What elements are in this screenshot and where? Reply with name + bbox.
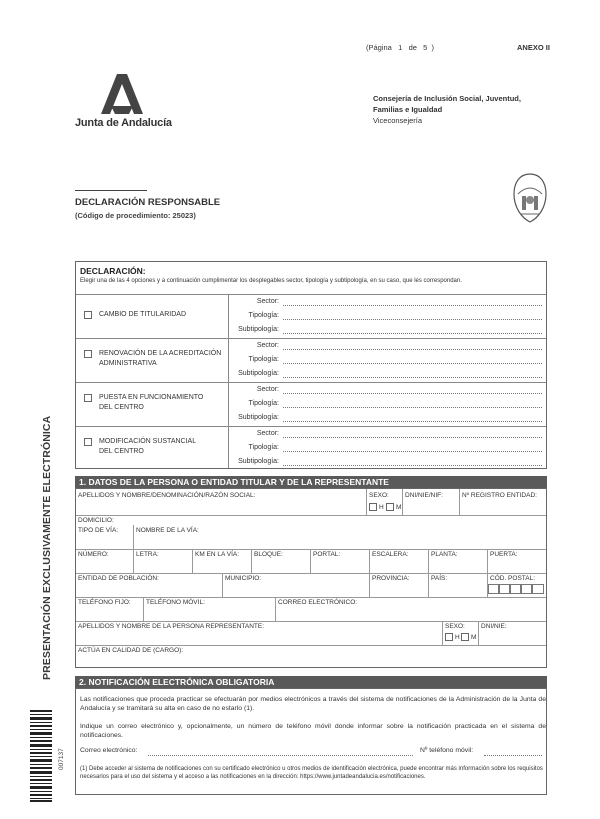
divider — [133, 525, 134, 549]
apellidos-label: APELLIDOS Y NOMBRE/DENOMINACIÓN/RAZÓN SOCIAL: — [78, 492, 256, 499]
municipio-label: MUNICIPIO: — [225, 575, 262, 582]
declaracion-box — [75, 261, 547, 469]
sexo-label: SEXO: — [369, 492, 389, 499]
document-title: DECLARACIÓN RESPONSABLE — [75, 197, 221, 208]
tipologia-input[interactable] — [283, 363, 542, 364]
rep-sexo-h-checkbox[interactable] — [445, 633, 453, 641]
divider — [143, 597, 144, 621]
divider — [222, 573, 223, 597]
page-number: (Página 1 de 5 ) — [366, 43, 435, 52]
tipologia-label: Tipología: — [248, 312, 279, 319]
subtipologia-label: Subtipología: — [238, 326, 279, 333]
divider — [459, 489, 460, 515]
divider — [487, 549, 488, 573]
sector-input[interactable] — [283, 437, 542, 438]
tipologia-input[interactable] — [283, 319, 542, 320]
cp-digit-4[interactable] — [521, 584, 532, 594]
consejeria-block — [373, 93, 573, 126]
option-fields — [228, 427, 546, 468]
provincia-label: PROVINCIA: — [372, 575, 410, 582]
notif-correo-label: Correo electrónico: — [80, 747, 138, 754]
subtipologia-label: Subtipología: — [238, 370, 279, 377]
tipologia-label: Tipología: — [248, 400, 279, 407]
rep-dni-label: DNI/NIE: — [481, 623, 507, 630]
divider — [310, 549, 311, 573]
subtipologia-input[interactable] — [283, 377, 542, 378]
registro-label: Nº REGISTRO ENTIDAD: — [462, 492, 537, 499]
section2-header: 2. NOTIFICACIÓN ELECTRÓNICA OBLIGATORIA — [75, 676, 547, 688]
cp-digit-1[interactable] — [488, 584, 499, 594]
sexo-m-checkbox[interactable] — [386, 503, 394, 511]
letra-label: LETRA: — [136, 551, 159, 558]
divider — [369, 573, 370, 597]
entidad-label: ENTIDAD DE POBLACIÓN: — [78, 575, 159, 582]
tel-movil-label: TELÉFONO MÓVIL: — [146, 599, 205, 606]
consejeria-name-2: Familias e Igualdad — [373, 105, 443, 114]
divider — [251, 549, 252, 573]
divider — [133, 549, 134, 573]
divider — [275, 597, 276, 621]
puerta-label: PUERTA: — [490, 551, 518, 558]
notification-footnote: (1) Debe acceder al sistema de notificaciones con su certificado electrónico u otros medios de identificación electrónica, puede encontrar más información sobre los requisitos necesarios para el uso del sistema y el acceso a las notificaciones en la dirección: https://www.juntadeandalucia.es/notificaciones. — [80, 766, 543, 780]
option-fields — [228, 383, 546, 426]
sector-label: Sector: — [256, 430, 279, 437]
subtipologia-input[interactable] — [283, 421, 542, 422]
sector-label: Sector: — [256, 386, 279, 393]
option-checkbox[interactable] — [84, 438, 92, 446]
sexo-h-checkbox[interactable] — [369, 503, 377, 511]
andalucia-seal-icon — [510, 172, 550, 224]
sexo-h-label: H — [379, 504, 384, 511]
row-line — [76, 621, 546, 622]
option-renovacion — [76, 338, 546, 382]
sector-input[interactable] — [283, 305, 542, 306]
sexo-m-label: M — [396, 504, 402, 511]
divider — [366, 489, 367, 515]
option-checkbox[interactable] — [84, 394, 92, 402]
rep-sexo-label: SEXO: — [445, 623, 465, 630]
annex-label: ANEXO II — [517, 43, 550, 52]
declaracion-heading: DECLARACIÓN: — [80, 266, 146, 276]
declaracion-instructions: Elegir una de las 4 opciones y a continuación cumplimentar los desplegables sector, tipología y subtipología, en su caso, que les correspondan. — [80, 278, 462, 284]
subtipologia-input[interactable] — [283, 333, 542, 334]
option-cambio-titularidad — [76, 294, 546, 338]
tipo-via-label: TIPO DE VÍA: — [78, 527, 119, 534]
subtipologia-label: Subtipología: — [238, 458, 279, 465]
option-label: CAMBIO DE TITULARIDAD — [99, 311, 186, 318]
bloque-label: BLOQUE: — [254, 551, 283, 558]
option-checkbox[interactable] — [84, 350, 92, 358]
tipologia-label: Tipología: — [248, 444, 279, 451]
tipologia-label: Tipología: — [248, 356, 279, 363]
row-line — [76, 515, 546, 516]
cp-digit-5[interactable] — [532, 584, 544, 594]
notif-movil-label: Nº teléfono móvil: — [420, 747, 474, 754]
sector-input[interactable] — [283, 349, 542, 350]
correo-label: CORREO ELECTRÓNICO: — [278, 599, 358, 606]
notification-paragraph-2: Indique un correo electrónico y, opcionalmente, un número de teléfono móvil donde informar sobre la notificación practicada en el sistema de notificaciones. — [80, 723, 546, 739]
section1-header: 1. DATOS DE LA PERSONA O ENTIDAD TITULAR Y DE LA REPRESENTANTE — [75, 476, 547, 488]
divider — [369, 549, 370, 573]
consejeria-name-1: Consejería de Inclusión Social, Juventud, — [373, 94, 521, 103]
rep-sexo-m-label: M — [471, 634, 477, 641]
option-fields — [228, 295, 546, 338]
sector-label: Sector: — [256, 298, 279, 305]
escalera-label: ESCALERA: — [372, 551, 409, 558]
cp-label: CÓD. POSTAL: — [490, 575, 536, 582]
nombre-via-label: NOMBRE DE LA VÍA: — [136, 527, 199, 534]
divider — [478, 621, 479, 645]
option-label: RENOVACIÓN DE LA ACREDITACIÓN ADMINISTRATIVA — [99, 350, 222, 367]
row-line — [76, 597, 546, 598]
procedure-code: (Código de procedimiento: 25023) — [75, 211, 196, 220]
subtipologia-input[interactable] — [283, 465, 542, 466]
divider — [442, 621, 443, 645]
option-label: MODIFICACIÓN SUSTANCIAL DEL CENTRO — [99, 438, 197, 455]
row-line — [76, 549, 546, 550]
sector-label: Sector: — [256, 342, 279, 349]
section1-box — [75, 488, 547, 668]
cp-digit-2[interactable] — [499, 584, 510, 594]
divider — [192, 549, 193, 573]
rep-sexo-m-checkbox[interactable] — [461, 633, 469, 641]
barcode-icon — [30, 710, 52, 802]
consejeria-sub: Viceconsejería — [373, 116, 423, 125]
domicilio-label: DOMICILIO: — [78, 517, 114, 524]
row-line — [76, 645, 546, 646]
subtipologia-label: Subtipología: — [238, 414, 279, 421]
option-checkbox[interactable] — [84, 311, 92, 319]
sector-input[interactable] — [283, 393, 542, 394]
barcode-number: 007137 — [58, 748, 65, 770]
dni-label: DNI/NIE/NIF: — [405, 492, 443, 499]
notif-movil-input[interactable] — [484, 755, 542, 756]
notification-paragraph-1: Las notificaciones que proceda practicar se efectuarán por medios electrónicos a través del sistema de notificaciones de la Administración de la Junta de Andalucía y se tramitará su alta en caso de no estarlo (1). — [80, 696, 546, 712]
calidad-label: ACTÚA EN CALIDAD DE (CARGO): — [78, 647, 184, 654]
tel-fijo-label: TELÉFONO FIJO: — [78, 599, 131, 606]
portal-label: PORTAL: — [313, 551, 341, 558]
divider — [402, 489, 403, 515]
numero-label: NÚMERO: — [78, 551, 109, 558]
rep-apellidos-label: APELLIDOS Y NOMBRE DE LA PERSONA REPRESENTANTE: — [78, 623, 265, 630]
logo-text: Junta de Andalucía — [75, 117, 172, 129]
rep-sexo-h-label: H — [455, 634, 460, 641]
notif-correo-input[interactable] — [148, 755, 413, 756]
title-rule — [75, 190, 147, 191]
pais-label: PAÍS: — [431, 575, 448, 582]
km-label: KM EN LA VÍA: — [195, 551, 240, 558]
tipologia-input[interactable] — [283, 451, 542, 452]
divider — [428, 549, 429, 573]
section2-box — [75, 688, 547, 795]
option-puesta-funcionamiento — [76, 382, 546, 426]
row-line — [76, 573, 546, 574]
vertical-electronic-label: PRESENTACIÓN EXCLUSIVAMENTE ELECTRÓNICA — [41, 415, 53, 680]
cp-digit-3[interactable] — [510, 584, 521, 594]
option-modificacion-sustancial — [76, 426, 546, 468]
option-label: PUESTA EN FUNCIONAMIENTO DEL CENTRO — [99, 394, 204, 411]
tipologia-input[interactable] — [283, 407, 542, 408]
planta-label: PLANTA: — [431, 551, 458, 558]
divider — [428, 573, 429, 597]
option-fields — [228, 339, 546, 382]
